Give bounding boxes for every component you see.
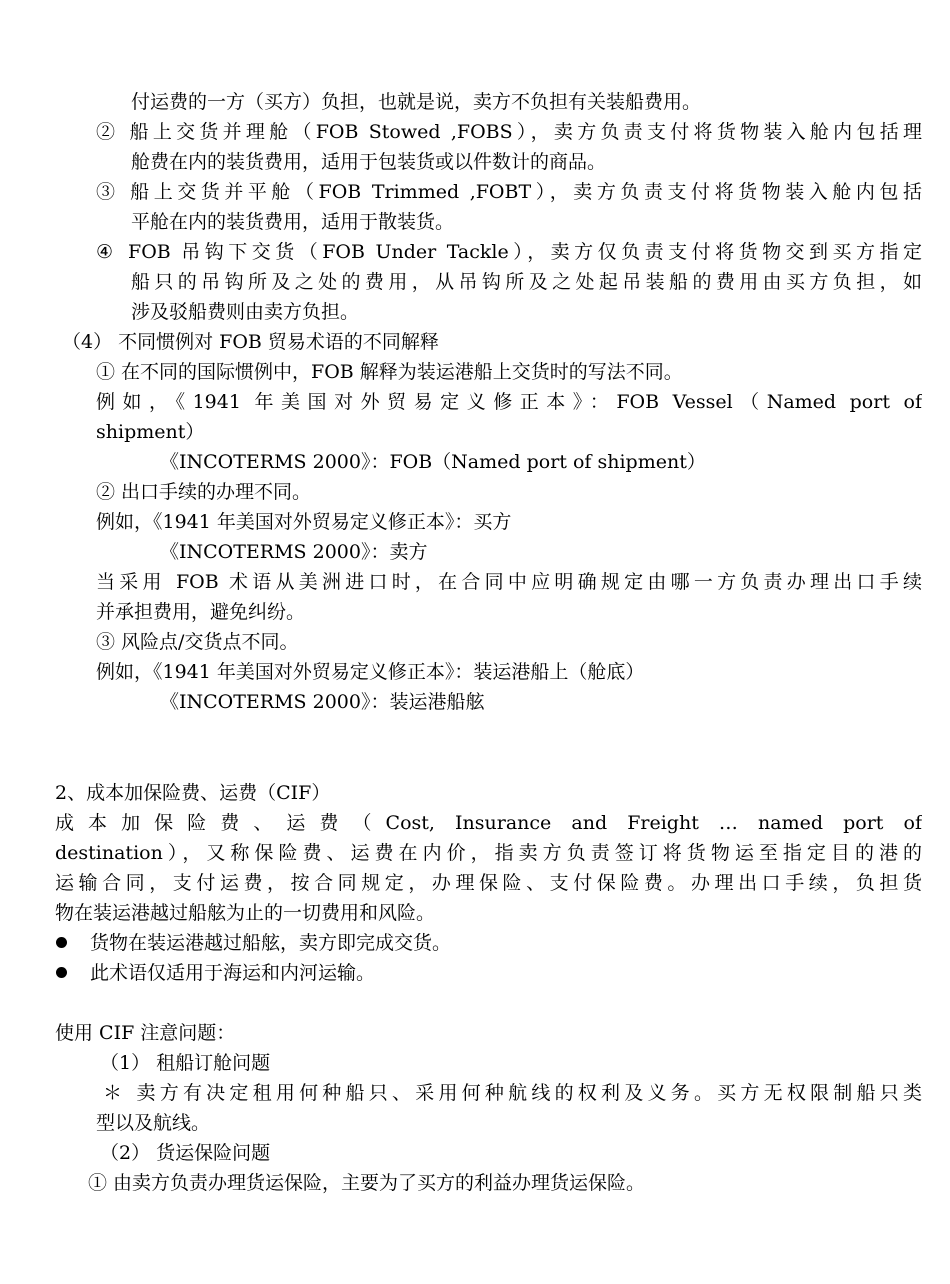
- difference-1-example-line1: 例如，《1941 年美国对外贸易定义修正本》：FOB Vessel（Named port of: [96, 391, 922, 413]
- cif-note-1-line2: 型以及航线。: [96, 1112, 211, 1134]
- difference-1-incoterms: 《INCOTERMS 2000》：FOB（Named port of shipment）: [160, 451, 706, 473]
- cif-paragraph-line4: 物在装运港越过船舷为止的一切费用和风险。: [55, 902, 436, 924]
- cif-notes-heading: 使用 CIF 注意问题：: [55, 1022, 236, 1044]
- fob-variant-1-continuation: 付运费的一方（买方）负担，也就是说，卖方不负担有关装船费用。: [131, 91, 702, 113]
- difference-1-example-line2: shipment）: [96, 421, 205, 443]
- fob-variant-2-line2: 舱费在内的装货费用，适用于包装货或以件数计的商品。: [131, 151, 607, 173]
- fob-variant-3-line2: 平舱在内的装货费用，适用于散装货。: [131, 211, 455, 233]
- difference-2: ② 出口手续的办理不同。: [96, 481, 312, 503]
- fob-variant-4-line1: ④ FOB 吊钩下交货（FOB Under Tackle），卖方仅负责支付将货物交到买方指定: [96, 241, 922, 263]
- cif-bullet-2: 此术语仅适用于海运和内河运输。: [90, 962, 376, 984]
- difference-2-example: 例如，《1941 年美国对外贸易定义修正本》：买方: [96, 511, 512, 533]
- cif-note-1-heading: （1） 租船订舱问题: [100, 1052, 271, 1074]
- difference-2-note-line2: 并承担费用，避免纠纷。: [96, 601, 306, 623]
- difference-2-incoterms: 《INCOTERMS 2000》：卖方: [160, 541, 428, 563]
- difference-2-note-line1: 当采用 FOB 术语从美洲进口时，在合同中应明确规定由哪一方负责办理出口手续: [96, 571, 922, 593]
- cif-paragraph-line3: 运输合同，支付运费，按合同规定，办理保险、支付保险费。办理出口手续，负担货: [55, 872, 922, 894]
- difference-3-example: 例如，《1941 年美国对外贸易定义修正本》：装运港船上（舱底）: [96, 661, 645, 683]
- cif-note-2-heading: （2） 货运保险问题: [100, 1142, 271, 1164]
- fob-variant-2-line1: ② 船上交货并理舱（FOB Stowed ,FOBS），卖方负责支付将货物装入舱内包括理: [96, 121, 922, 143]
- fob-variant-4-line3: 涉及驳船费则由卖方负担。: [131, 301, 360, 323]
- cif-paragraph-line1: 成本加保险费、运费（Cost, Insurance and Freight … named port of: [55, 812, 922, 834]
- difference-1: ① 在不同的国际惯例中，FOB 解释为装运港船上交货时的写法不同。: [96, 361, 683, 383]
- cif-bullet-1: 货物在装运港越过船舷，卖方即完成交货。: [90, 932, 452, 954]
- bullet-dot-icon: [56, 937, 67, 948]
- difference-3-incoterms: 《INCOTERMS 2000》：装运港船舷: [160, 691, 485, 713]
- cif-note-1-line1: ＊ 卖方有决定租用何种船只、采用何种航线的权利及义务。买方无权限制船只类: [103, 1082, 922, 1104]
- bullet-dot-icon: [56, 967, 67, 978]
- fob-variant-3-line1: ③ 船上交货并平舱（FOB Trimmed ,FOBT），卖方负责支付将货物装入舱内包括: [96, 181, 922, 203]
- cif-note-2-point-1: ① 由卖方负责办理货运保险，主要为了买方的利益办理货运保险。: [88, 1172, 646, 1194]
- cif-paragraph-line2: destination），又称保险费、运费在内价，指卖方负责签订将货物运至指定目的港的: [55, 842, 922, 864]
- section-heading-4: （4） 不同惯例对 FOB 贸易术语的不同解释: [62, 331, 439, 353]
- fob-variant-4-line2: 船只的吊钩所及之处的费用，从吊钩所及之处起吊装船的费用由买方负担，如: [131, 271, 922, 293]
- difference-3: ③ 风险点/交货点不同。: [96, 631, 299, 653]
- cif-section-heading: 2、成本加保险费、运费（CIF）: [55, 782, 331, 804]
